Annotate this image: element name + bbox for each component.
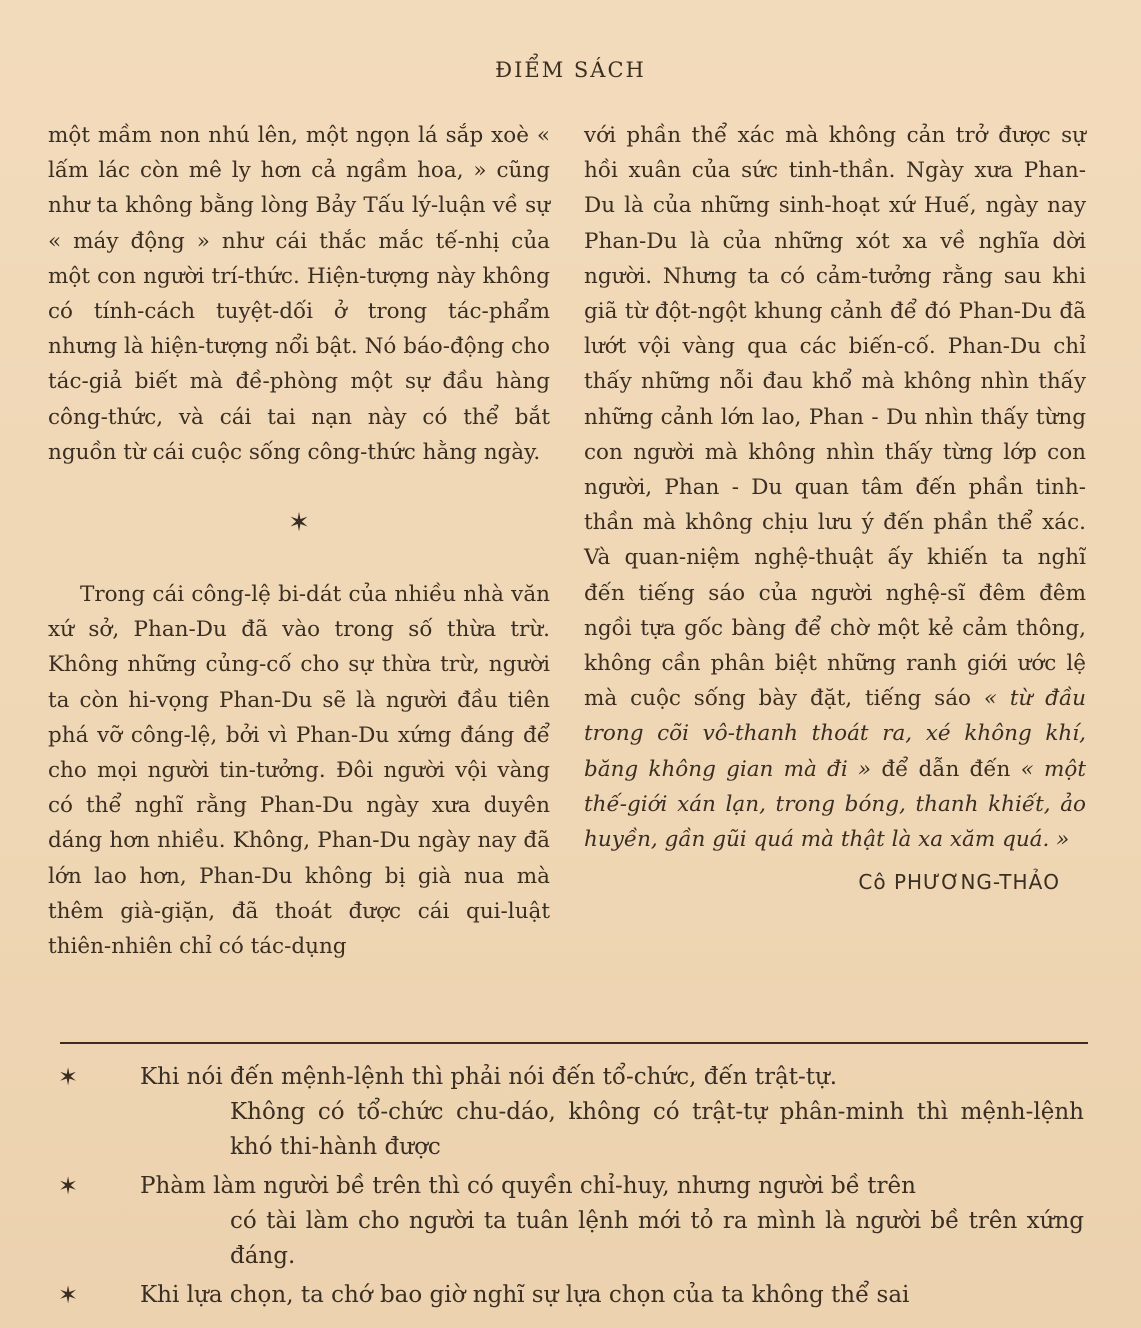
saying-text (140, 1060, 1084, 1165)
right-paragraph-text: với phần thể xác mà không cản trở được sự hồi xuân của sức tinh-thần. Ngày xưa Phan-Du là của những sinh-hoạt xứ Huế, ngày nay Phan-Du là của những xót xa về nghĩa dời người. Nhưng ta có cảm-tưởng rằng sau khi giã từ đột-ngột khung cảnh để đó Phan-Du đã lướt vội vàng qua các biến-cố. Phan-Du chỉ thấy những nỗi đau khổ mà không nhìn thấy những cảnh lớn lao, Phan - Du nhìn thấy từng con người mà không nhìn thấy từng lớp con người, Phan - Du quan tâm đến phần tinh-thần mà không chịu lưu ý đến phần thể xác. Và quan-niệm nghệ-thuật ấy khiến ta nghĩ đến tiếng sáo của người nghệ-sĩ đêm đêm ngồi tựa gốc bàng để chờ một kẻ cảm thông, không cần phân biệt những ranh giới ước lệ mà cuộc sống bày đặt, tiếng sáo (584, 123, 1086, 712)
star-separator-icon: ✶ (288, 508, 310, 539)
right-quote-2: « một thế-giới xán lạn, trong bóng, thanh khiết, ảo huyền, gần gũi quá mà thật là xa xăm quá. » (584, 756, 1086, 853)
saying-item (0, 1060, 1141, 1165)
left-paragraph-1: một mầm non nhú lên, một ngọn lá sắp xoè « lấm lác còn mê ly hơn cả ngầm hoa, » cũng như ta không bằng lòng Bảy Tấu lý-luận về sự « máy động » như cái thắc mắc tế-nhị của một con người trí-thức. Hiện-tượng này không có tính-cách tuyệt-dối ở trong tác-phẩm nhưng là hiện-tượng nổi bật. Nó báo-động cho tác-giả biết mà đề-phòng một sự đầu hàng công-thức, và cái tai nạn này có thể bắt nguồn từ cái cuộc sống công-thức hằng ngày. (48, 123, 550, 465)
saying-first-line: Phàm làm người bề trên thì có quyền chỉ-huy, nhưng người bề trên (140, 1173, 916, 1199)
star-bullet-icon: ✶ (58, 1281, 79, 1309)
right-quote-1: « từ đầu trong cõi vô-thanh thoát ra, xé không khí, băng không gian mà đi » (584, 686, 1086, 782)
author-signature: Cô PHƯƠNG-THẢO (858, 870, 1060, 895)
right-middle-text: để dẫn đến (881, 756, 1011, 782)
saying-text (140, 1169, 1084, 1274)
saying-first-line: Khi lựa chọn, ta chớ bao giờ nghĩ sự lựa chọn của ta không thể sai (140, 1282, 910, 1308)
saying-first-line: Khi nói đến mệnh-lệnh thì phải nói đến tổ-chức, đến trật-tự. (140, 1064, 838, 1090)
right-paragraph-1 (584, 118, 1086, 857)
left-column (48, 118, 550, 964)
saying-item (0, 1278, 1141, 1313)
right-column (584, 118, 1086, 900)
saying-continuation: Không có tổ-chức chu-dáo, không có trật-tự phân-minh thì mệnh-lệnh khó thi-hành được (230, 1099, 1084, 1160)
sayings-list (0, 1060, 1141, 1317)
saying-continuation: có tài làm cho người ta tuân lệnh mới tỏ ra mình là người bề trên xứng đáng. (230, 1208, 1084, 1269)
divider-line (60, 1042, 1088, 1044)
saying-item (0, 1169, 1141, 1274)
saying-text (140, 1278, 1084, 1313)
page-header: ĐIỂM SÁCH (495, 58, 646, 82)
left-paragraph-2: Trong cái công-lệ bi-dát của nhiều nhà văn xứ sở, Phan-Du đã vào trong số thừa trừ. Không những củng-cố cho sự thừa trừ, người ta còn hi-vọng Phan-Du sẽ là người đầu tiên phá vỡ công-lệ, bởi vì Phan-Du xứng đáng để cho mọi người tin-tưởng. Đôi người vội vàng có thể nghĩ rằng Phan-Du ngày xưa duyên dáng hơn nhiều. Không, Phan-Du ngày nay đã lớn lao hơn, Phan-Du không bị già nua mà thêm già-giặn, đã thoát được cái qui-luật thiên-nhiên chỉ có tác-dụng (48, 582, 550, 960)
star-bullet-icon: ✶ (58, 1063, 79, 1091)
star-bullet-icon: ✶ (58, 1172, 79, 1200)
